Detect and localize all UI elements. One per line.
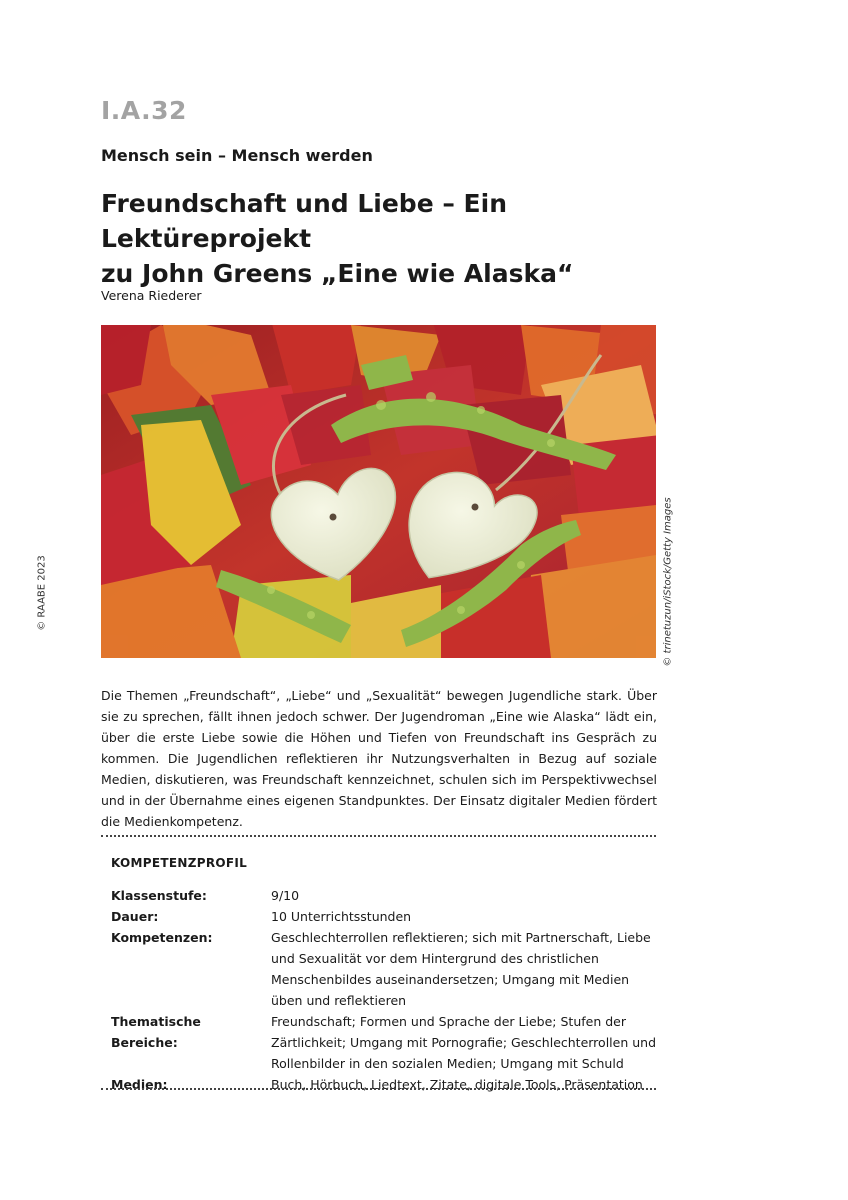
profile-row-duration: [111, 906, 656, 927]
profile-row-grade: [111, 885, 656, 906]
dotted-divider-top: [101, 835, 656, 837]
profile-label: Klassenstufe:: [111, 888, 207, 903]
profile-label: Thematische Bereiche:: [111, 1014, 201, 1050]
autumn-leaves-hearts-illustration: [101, 325, 656, 658]
profile-value: 10 Unterrichtsstunden: [271, 909, 412, 924]
profile-row-competences: [111, 927, 656, 1011]
photo-credit: © trinetuzun/iStock/Getty Images: [662, 497, 674, 667]
cover-photo: [101, 325, 656, 658]
profile-value: Buch, Hörbuch, Liedtext, Zitate, digitale Tools, Präsentation: [271, 1077, 643, 1092]
title-line-2: zu John Greens „Eine wie Alaska“: [101, 259, 574, 288]
profile-value: Geschlechterrollen reflektieren; sich mit Partnerschaft, Liebe und Sexualität vor dem Hintergrund des christlichen Menschenbildes auseinandersetzen; Umgang mit Medien üben und reflektieren: [271, 930, 651, 1008]
profile-value: 9/10: [271, 888, 300, 903]
profile-label: Medien:: [111, 1077, 168, 1092]
title-line-1: Freundschaft und Liebe – Ein Lektüreprojekt: [101, 189, 508, 253]
competence-profile: [111, 885, 656, 1095]
author: Verena Riederer: [101, 288, 202, 303]
section-title: Mensch sein – Mensch werden: [101, 146, 373, 165]
copyright-notice: © RAABE 2023: [36, 555, 48, 631]
profile-row-topics: [111, 1011, 656, 1074]
profile-label: Kompetenzen:: [111, 930, 213, 945]
dotted-divider-bottom: [101, 1088, 656, 1090]
intro-paragraph: Die Themen „Freundschaft“, „Liebe“ und „Sexualität“ bewegen Jugendliche stark. Über sie zu sprechen, fällt ihnen jedoch schwer. Der Jugendroman „Eine wie Alaska“ lädt ein, über die erste Liebe sowie die Höhen und Tiefen von Freundschaft ins Gespräch zu kommen. Die Jugendlichen reflektieren ihr Nutzungsverhalten in Bezug auf soziale Medien, diskutieren, was Freundschaft kennzeichnet, schulen sich im Perspektivwechsel und in der Übernahme eines eigenen Standpunktes. Der Einsatz digitaler Medien fördert die Medienkompetenz.: [101, 688, 657, 829]
profile-value: Freundschaft; Formen und Sprache der Liebe; Stufen der Zärtlichkeit; Umgang mit Pornografie; Geschlechterrollen und Rollenbilder in den sozialen Medien; Umgang mit Schuld: [271, 1014, 657, 1071]
document-title: [101, 186, 721, 291]
competence-profile-heading: KOMPETENZPROFIL: [111, 856, 248, 870]
document-code: I.A.32: [101, 96, 187, 125]
profile-label: Dauer:: [111, 909, 159, 924]
profile-row-media: [111, 1074, 656, 1095]
